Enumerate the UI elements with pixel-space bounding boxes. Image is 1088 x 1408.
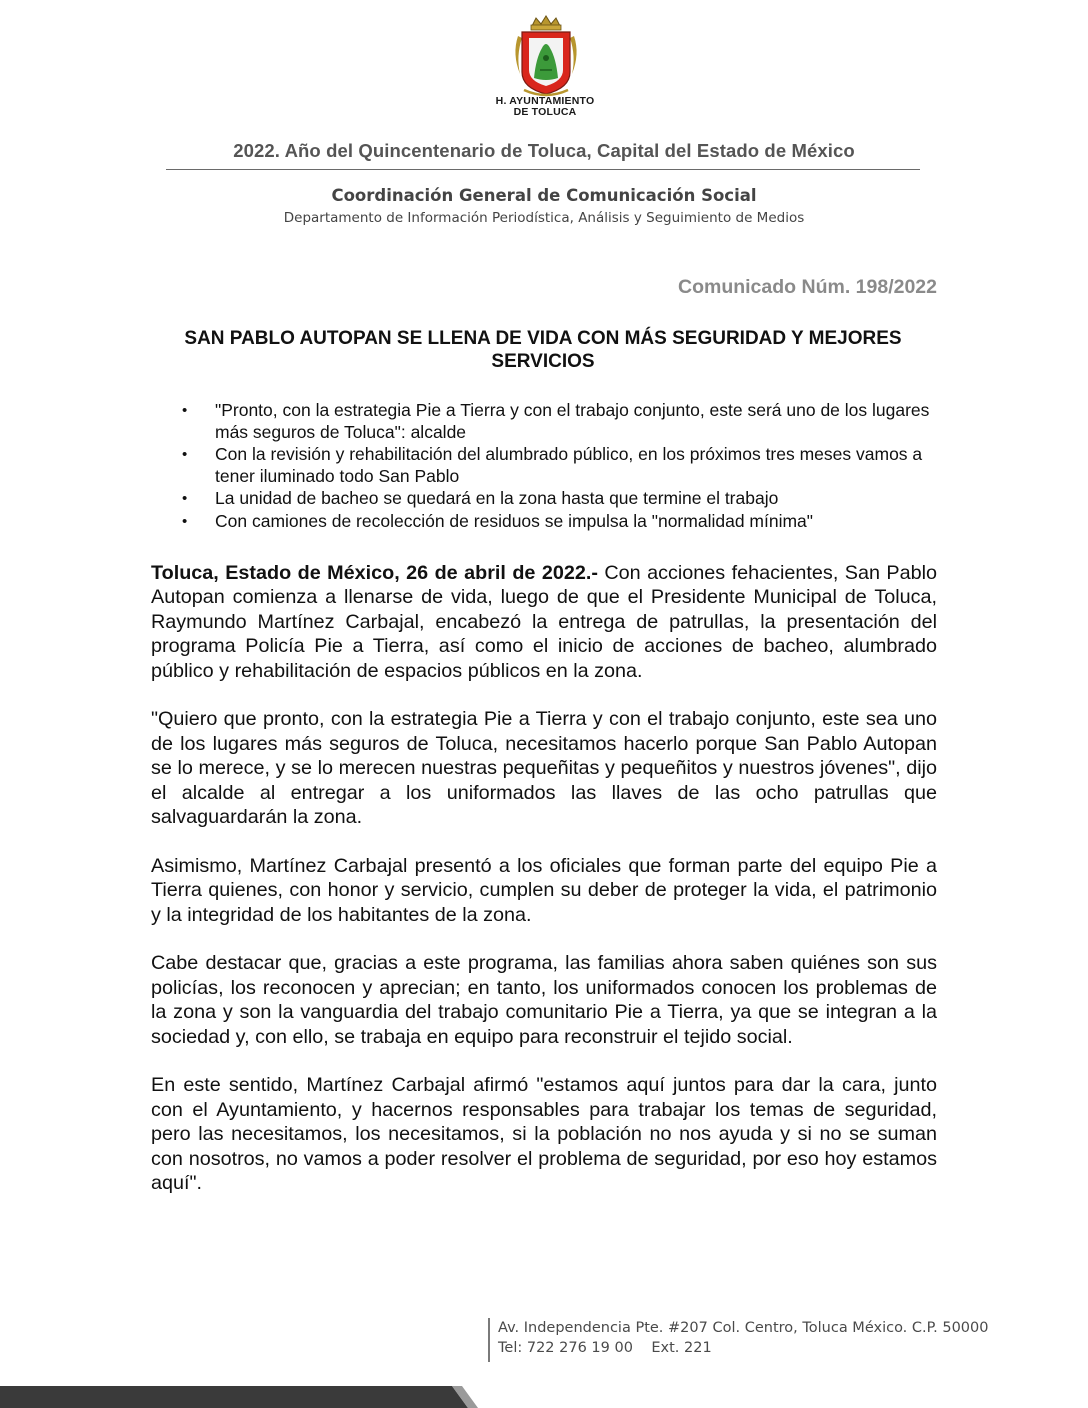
bullet-text: "Pronto, con la estrategia Pie a Tierra y con el trabajo conjunto, este será uno de los lugares más seguros de Toluca": alcalde: [215, 400, 930, 442]
body-paragraph: En este sentido, Martínez Carbajal afirmó "estamos aquí juntos para dar la cara, junto con el Ayuntamiento, y hacernos responsables para trabajar los temas de seguridad, pero las necesitamos, los necesitamos, si la población no nos ayuda y si no se suman con nosotros, no vamos a poder resolver el problema de seguridad, por eso hoy estamos aquí".: [151, 1074, 937, 1195]
body-paragraph: [151, 561, 937, 683]
footer-phone: Tel: 722 276 19 00 Ext. 221: [498, 1340, 712, 1356]
crest-caption-line2: DE TOLUCA: [513, 106, 577, 118]
body-paragraph: Cabe destacar que, gracias a este programa, las familias ahora saben quiénes son sus policías, los reconocen y aprecian; en tanto, los uniformados conocen los problemas de la zona y son la vanguardia del trabajo comunitario Pie a Tierra, ya que se integran a la sociedad y, con ello, se trabaja en equipo para reconstruir el tejido social.: [151, 952, 937, 1048]
bullet-text: Con camiones de recolección de residuos se impulsa la "normalidad mínima": [215, 510, 813, 531]
toluca-crest-logo: [504, 14, 588, 98]
header-divider: [166, 169, 920, 170]
press-release-headline: SAN PABLO AUTOPAN SE LLENA DE VIDA CON MÁS SEGURIDAD Y MEJORES SERVICIOS: [184, 328, 902, 372]
footer-decorative-stripe: [0, 1386, 1088, 1408]
crest-caption-line1: H. AYUNTAMIENTO: [495, 95, 595, 107]
paragraph-text: Con acciones fehacientes, San Pablo Autopan comienza a llenarse de vida, luego de que el Presidente Municipal de Toluca, Raymundo Martínez Carbajal, encabezó la entrega de patrullas, la presentación del programa Policía Pie a Tierra, así como el inicio de acciones de bacheo, alumbrado público y rehabilitación de espacios públicos en la zona.: [151, 562, 937, 682]
footer-address: Av. Independencia Pte. #207 Col. Centro, Toluca México. C.P. 50000: [498, 1320, 989, 1336]
bullet-text: Con la revisión y rehabilitación del alumbrado público, en los próximos tres meses vamos a tener iluminado todo San Pablo: [215, 444, 923, 486]
bullet-item: [182, 488, 942, 510]
bullet-icon: •: [182, 512, 188, 530]
bullet-text: La unidad de bacheo se quedará en la zona hasta que termine el trabajo: [215, 488, 779, 508]
crest-caption: [470, 96, 620, 118]
bullet-icon: •: [182, 446, 188, 463]
department-title: Coordinación General de Comunicación Social: [331, 186, 757, 205]
body-paragraph: "Quiero que pronto, con la estrategia Pie a Tierra y con el trabajo conjunto, este sea uno de los lugares más seguros de Toluca, necesitamos hacerlo porque San Pablo Autopan se lo merece, y se lo merecen nuestras pequeñitas y pequeñitos y nuestros jóvenes", dijo el alcalde al entregar a los uniformados las llaves de las ocho patrullas que salvaguardarán la zona.: [151, 708, 937, 829]
summary-bullet-list: [182, 400, 942, 533]
dateline: Toluca, Estado de México, 26 de abril de 2022.-: [151, 562, 598, 584]
bullet-item: [182, 444, 942, 487]
department-subtitle: Departamento de Información Periodística, Análisis y Seguimiento de Medios: [283, 210, 805, 226]
bullet-icon: •: [182, 402, 188, 419]
bullet-item: [182, 511, 942, 533]
body-paragraph: Asimismo, Martínez Carbajal presentó a los oficiales que forman parte del equipo Pie a Tierra quienes, con honor y servicio, cumplen su deber de proteger la vida, el patrimonio y la integridad de los habitantes de la zona.: [151, 854, 937, 926]
press-release-body: [151, 561, 937, 1220]
bullet-item: [182, 400, 942, 443]
bullet-icon: •: [182, 490, 188, 507]
comunicado-number: Comunicado Núm. 198/2022: [677, 276, 937, 298]
year-banner: 2022. Año del Quincentenario de Toluca, Capital del Estado de México: [233, 140, 855, 161]
footer-divider: [488, 1318, 490, 1362]
